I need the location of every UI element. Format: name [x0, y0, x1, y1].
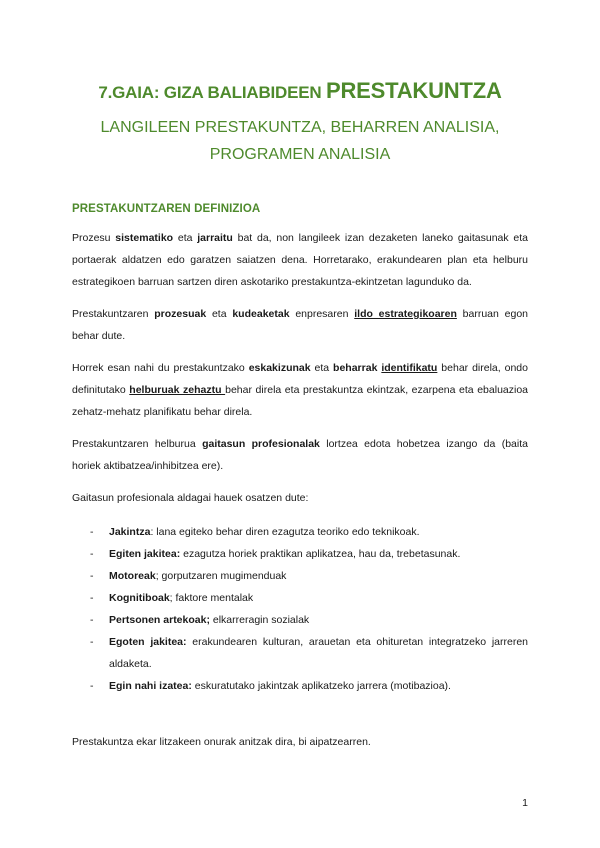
page-title: [40, 78, 560, 104]
list-term: Egin nahi izatea:: [109, 680, 192, 692]
paragraph-process: [72, 303, 528, 347]
text-run: bat da, non langileek izan dezaketen laneko gaitasunak eta portaerak aldatzen edo garatzen saiatzen dena. Horretarako, erakundearen plan eta helburu estrategikoen barruan sartzen diren askotariko prestakuntza-ekintzetan lagunduko da.: [72, 232, 528, 288]
text-run: eta: [173, 232, 198, 244]
section-heading: PRESTAKUNTZAREN DEFINIZIOA: [72, 203, 261, 215]
list-item: [72, 587, 528, 609]
list-term: Kognitiboak: [109, 592, 170, 604]
paragraph-definition: [72, 227, 528, 293]
list-text: erakundearen kulturan, arauetan eta ohituretan integratzeko jarreren aldaketa.: [109, 636, 529, 670]
list-term: Egiten jakitea:: [109, 548, 181, 560]
list-dash: -: [90, 636, 94, 648]
bold-term: gaitasun profesionalak: [202, 438, 320, 450]
list-dash: -: [90, 548, 94, 560]
list-term: Pertsonen artekoak;: [109, 614, 210, 626]
bold-term: prozesuak: [154, 308, 207, 320]
text-run: Prestakuntzaren: [72, 308, 155, 320]
list-term: Motoreak: [109, 570, 156, 582]
list-term: Egoten jakitea:: [109, 636, 187, 648]
paragraph-requirements: [72, 357, 528, 423]
list-text: elkarreragin sozialak: [209, 614, 310, 626]
bold-term: beharrak: [333, 362, 378, 374]
paragraph-components-intro: Gaitasun profesionala aldagai hauek osatzen dute:: [72, 492, 309, 504]
list-text: ; faktore mentalak: [169, 592, 254, 604]
list-dash: -: [90, 614, 94, 626]
underlined-term: identifikatu: [381, 362, 438, 374]
title-prefix: 7.GAIA: GIZA BALIABIDEEN: [98, 83, 326, 102]
text-run: barruan egon behar dute.: [72, 308, 528, 342]
list-item: [72, 631, 528, 675]
competence-list: [72, 521, 528, 697]
text-run: Horrek esan nahi du prestakuntzako: [72, 362, 249, 374]
list-item: [72, 521, 528, 543]
list-dash: -: [90, 680, 94, 692]
list-item: [72, 565, 528, 587]
underlined-term: helburuak zehaztu: [129, 384, 226, 396]
bold-term: sistematiko: [115, 232, 174, 244]
text-run: eta: [310, 362, 334, 374]
page-subtitle: [60, 114, 540, 168]
bold-term: kudeaketak: [232, 308, 290, 320]
list-term: Jakintza: [109, 526, 151, 538]
list-text: ; gorputzaren mugimenduak: [155, 570, 287, 582]
list-dash: -: [90, 592, 94, 604]
text-run: eta: [206, 308, 233, 320]
bold-term: eskakizunak: [248, 362, 311, 374]
text-run: enpresaren: [289, 308, 355, 320]
text-run: behar direla eta prestakuntza ekintzak, ezarpena eta ebaluazioa zehatz-mehatz planifikatu behar direla.: [72, 384, 529, 418]
list-text: eskuratutako jakintzak aplikatzeko jarrera (motibazioa).: [191, 680, 451, 692]
title-main: PRESTAKUNTZA: [326, 78, 502, 103]
list-text: ezagutza horiek praktikan aplikatzea, hau da, trebetasunak.: [180, 548, 461, 560]
text-run: Prozesu: [72, 232, 116, 244]
underlined-term: ildo estrategikoaren: [354, 308, 457, 320]
list-item: [72, 543, 528, 565]
text-run: lortzea edota hobetzea izango da (baita horiek aktibatzea/inhibitzea ere).: [72, 438, 528, 472]
bold-term: jarraitu: [197, 232, 233, 244]
text-run: behar direla, ondo definitutako: [72, 362, 528, 396]
list-item: [72, 675, 528, 697]
page-number: 1: [522, 797, 528, 809]
list-text: : lana egiteko behar diren ezagutza teoriko edo teknikoak.: [150, 526, 420, 538]
text-run: Prestakuntzaren helburua: [72, 438, 203, 450]
subtitle-line-2: PROGRAMEN ANALISIA: [209, 146, 391, 163]
list-dash: -: [90, 526, 94, 538]
paragraph-closing: Prestakuntza ekar litzakeen onurak anitzak dira, bi aipatzearren.: [72, 736, 371, 748]
subtitle-line-1: LANGILEEN PRESTAKUNTZA, BEHARREN ANALISIA,: [100, 119, 500, 136]
list-item: [72, 609, 528, 631]
paragraph-goal: [72, 433, 528, 477]
list-dash: -: [90, 570, 94, 582]
